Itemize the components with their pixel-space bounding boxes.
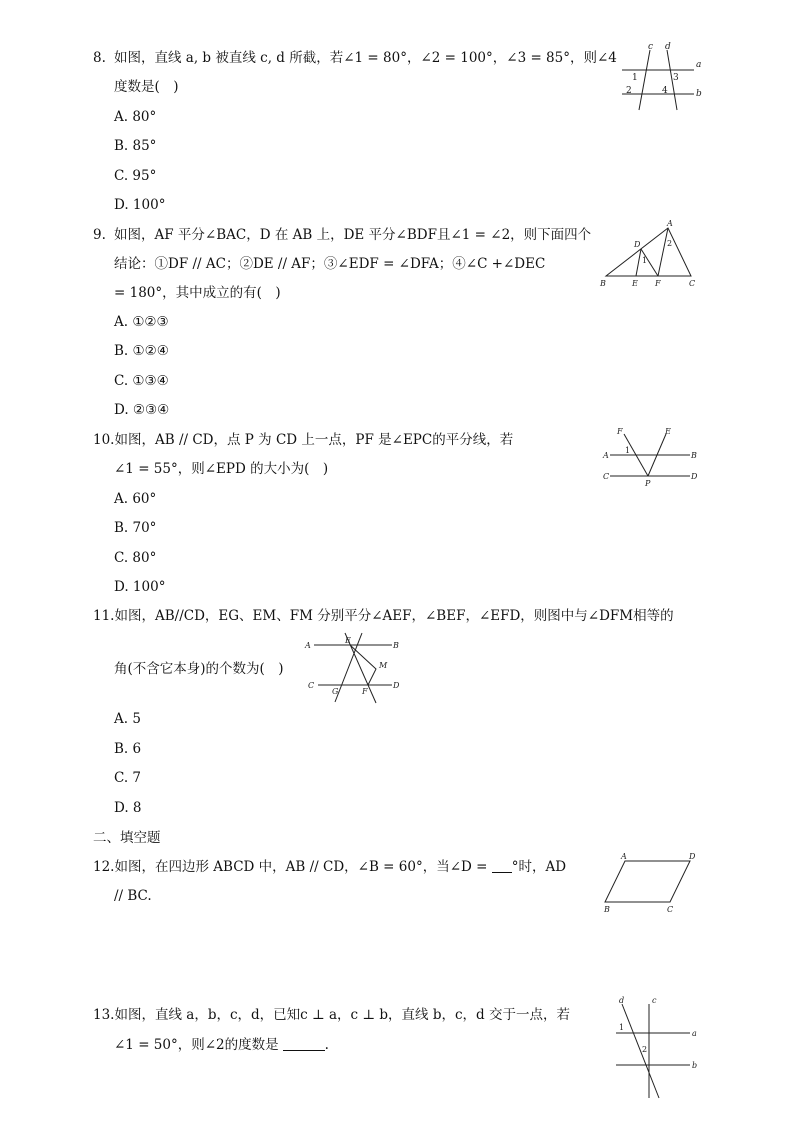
- q9-stem-line2: 结论：①DF // AC；②DE // AF；③∠EDF = ∠DFA；④∠C +∠DEC: [114, 256, 546, 272]
- q9-number: 9.: [93, 227, 106, 243]
- q9-stem-line1: [93, 226, 591, 244]
- q11-label-a: A: [305, 641, 311, 650]
- q12-text-1b: °时，AD: [511, 859, 567, 875]
- q11-label-f: F: [362, 687, 368, 696]
- q10-label-c: C: [603, 472, 610, 481]
- q11-label-b: B: [393, 641, 399, 650]
- q13-label-a: a: [692, 1029, 697, 1038]
- q12-stem-line1: [93, 858, 566, 876]
- q13-text-2b: .: [324, 1037, 329, 1053]
- q10-stem-line2: ∠1 = 55°，则∠EPD 的大小为( ): [114, 461, 329, 477]
- q8-label-d: d: [665, 42, 671, 52]
- q8-line-c: [639, 50, 650, 110]
- q13-text-1: 如图，直线 a，b，c，d，已知c ⊥ a，c ⊥ b，直线 b，c，d 交于一点，若: [114, 1007, 570, 1023]
- q13-line-d: [622, 1004, 659, 1098]
- q10-label-e: E: [665, 427, 671, 436]
- q10-option-a[interactable]: A. 60°: [114, 491, 157, 507]
- q8-option-c[interactable]: C. 95°: [114, 168, 157, 184]
- q8-figure: [614, 40, 704, 114]
- q9-figure: [596, 218, 700, 290]
- q11-lines-em-fm: [350, 645, 376, 685]
- q9-label-d: D: [634, 240, 641, 249]
- q8-label-a: a: [696, 60, 702, 70]
- q9-angle-2: 2: [667, 239, 673, 248]
- q13-label-d: d: [619, 996, 625, 1005]
- q13-figure: [606, 994, 702, 1100]
- q13-label-c: c: [652, 996, 657, 1005]
- q13-angle-1: 1: [619, 1023, 625, 1032]
- q8-option-b[interactable]: B. 85°: [114, 138, 157, 154]
- q10-label-b: B: [691, 451, 697, 460]
- q8-text-1: 如图，直线 a, b 被直线 c, d 所截，若∠1 = 80°，∠2 = 100°，∠3 = 85°，则∠4: [114, 50, 617, 66]
- q10-stem-line1: [93, 431, 513, 449]
- q10-label-a: A: [603, 451, 609, 460]
- q12-parallelogram: [605, 861, 690, 902]
- q12-text-1a: 如图，在四边形 ABCD 中，AB // CD，∠B = 60°，当∠D =: [114, 859, 492, 875]
- q11-figure: [300, 630, 406, 706]
- q12-answer-blank[interactable]: [492, 872, 512, 873]
- q10-angle-1: 1: [625, 446, 631, 455]
- q11-option-c[interactable]: C. 7: [114, 770, 142, 786]
- q8-label-b: b: [696, 89, 702, 99]
- q10-option-d[interactable]: D. 100°: [114, 579, 166, 595]
- q11-option-a[interactable]: A. 5: [114, 711, 141, 727]
- q9-label-f: F: [655, 279, 661, 288]
- q10-option-b[interactable]: B. 70°: [114, 520, 157, 536]
- q8-angle-2: 2: [626, 86, 632, 96]
- q8-option-a[interactable]: A. 80°: [114, 109, 157, 125]
- q10-text-1: 如图，AB // CD，点 P 为 CD 上一点，PF 是∠EPC的平分线，若: [114, 432, 514, 448]
- q12-figure: [598, 850, 702, 916]
- q11-label-m: M: [379, 661, 388, 670]
- q10-label-d: D: [691, 472, 698, 481]
- q12-label-a: A: [621, 852, 627, 861]
- q10-label-f: F: [617, 427, 623, 436]
- q9-triangle-abc: [606, 228, 691, 276]
- q13-stem-line1: [93, 1006, 570, 1024]
- q12-label-b: B: [604, 905, 610, 914]
- q10-number: 10.: [93, 432, 115, 448]
- q13-angle-2: 2: [642, 1045, 648, 1054]
- q11-stem-line2: 角(不含它本身)的个数为( ): [114, 661, 284, 677]
- q13-stem-line2: [114, 1036, 329, 1054]
- q8-stem-line1: [93, 49, 617, 67]
- q11-text-1: 如图，AB//CD，EG、EM、FM 分别平分∠AEF，∠BEF，∠EFD，则图中与∠DFM相等的: [114, 608, 674, 624]
- q13-text-2a: ∠1 = 50°，则∠2的度数是: [114, 1037, 279, 1053]
- q9-angle-1: 1: [642, 256, 648, 265]
- q9-label-e: E: [632, 279, 638, 288]
- q9-label-c: C: [689, 279, 696, 288]
- q11-label-e: E: [345, 636, 351, 645]
- q9-segment-de: [636, 249, 641, 276]
- q9-option-b[interactable]: B. ①②④: [114, 343, 169, 359]
- q11-option-b[interactable]: B. 6: [114, 741, 142, 757]
- q8-angle-3: 3: [673, 73, 679, 83]
- section-fill-in-heading: 二、填空题: [93, 830, 161, 846]
- q8-angle-4: 4: [662, 86, 668, 96]
- q10-label-p: P: [645, 479, 651, 488]
- q11-number: 11.: [93, 608, 115, 624]
- q9-option-c[interactable]: C. ①③④: [114, 373, 169, 389]
- q11-label-c: C: [308, 681, 315, 690]
- q10-option-c[interactable]: C. 80°: [114, 550, 157, 566]
- q9-option-d[interactable]: D. ②③④: [114, 402, 170, 418]
- q11-label-d: D: [393, 681, 400, 690]
- q8-angle-1: 1: [632, 73, 638, 83]
- q9-label-a: A: [667, 219, 673, 228]
- q13-number: 13.: [93, 1007, 115, 1023]
- q13-answer-blank[interactable]: [283, 1050, 325, 1051]
- q11-stem-line1: [93, 607, 674, 625]
- q10-figure: [598, 424, 702, 488]
- q12-label-c: C: [667, 905, 674, 914]
- q11-label-g: G: [332, 687, 339, 696]
- q9-option-a[interactable]: A. ①②③: [114, 314, 169, 330]
- q9-label-b: B: [600, 279, 606, 288]
- q12-stem-line2: // BC.: [114, 888, 152, 904]
- q8-option-d[interactable]: D. 100°: [114, 197, 166, 213]
- q9-text-1: 如图，AF 平分∠BAC，D 在 AB 上，DE 平分∠BDF且∠1 = ∠2，则下面四个: [114, 227, 592, 243]
- q12-label-d: D: [689, 852, 696, 861]
- q13-label-b: b: [692, 1061, 698, 1070]
- q11-option-d[interactable]: D. 8: [114, 800, 142, 816]
- q8-stem-line2: 度数是( ): [114, 79, 179, 95]
- q8-label-c: c: [648, 42, 654, 52]
- q9-stem-line3: = 180°，其中成立的有( ): [114, 285, 281, 301]
- q12-number: 12.: [93, 859, 115, 875]
- q8-number: 8.: [93, 50, 106, 66]
